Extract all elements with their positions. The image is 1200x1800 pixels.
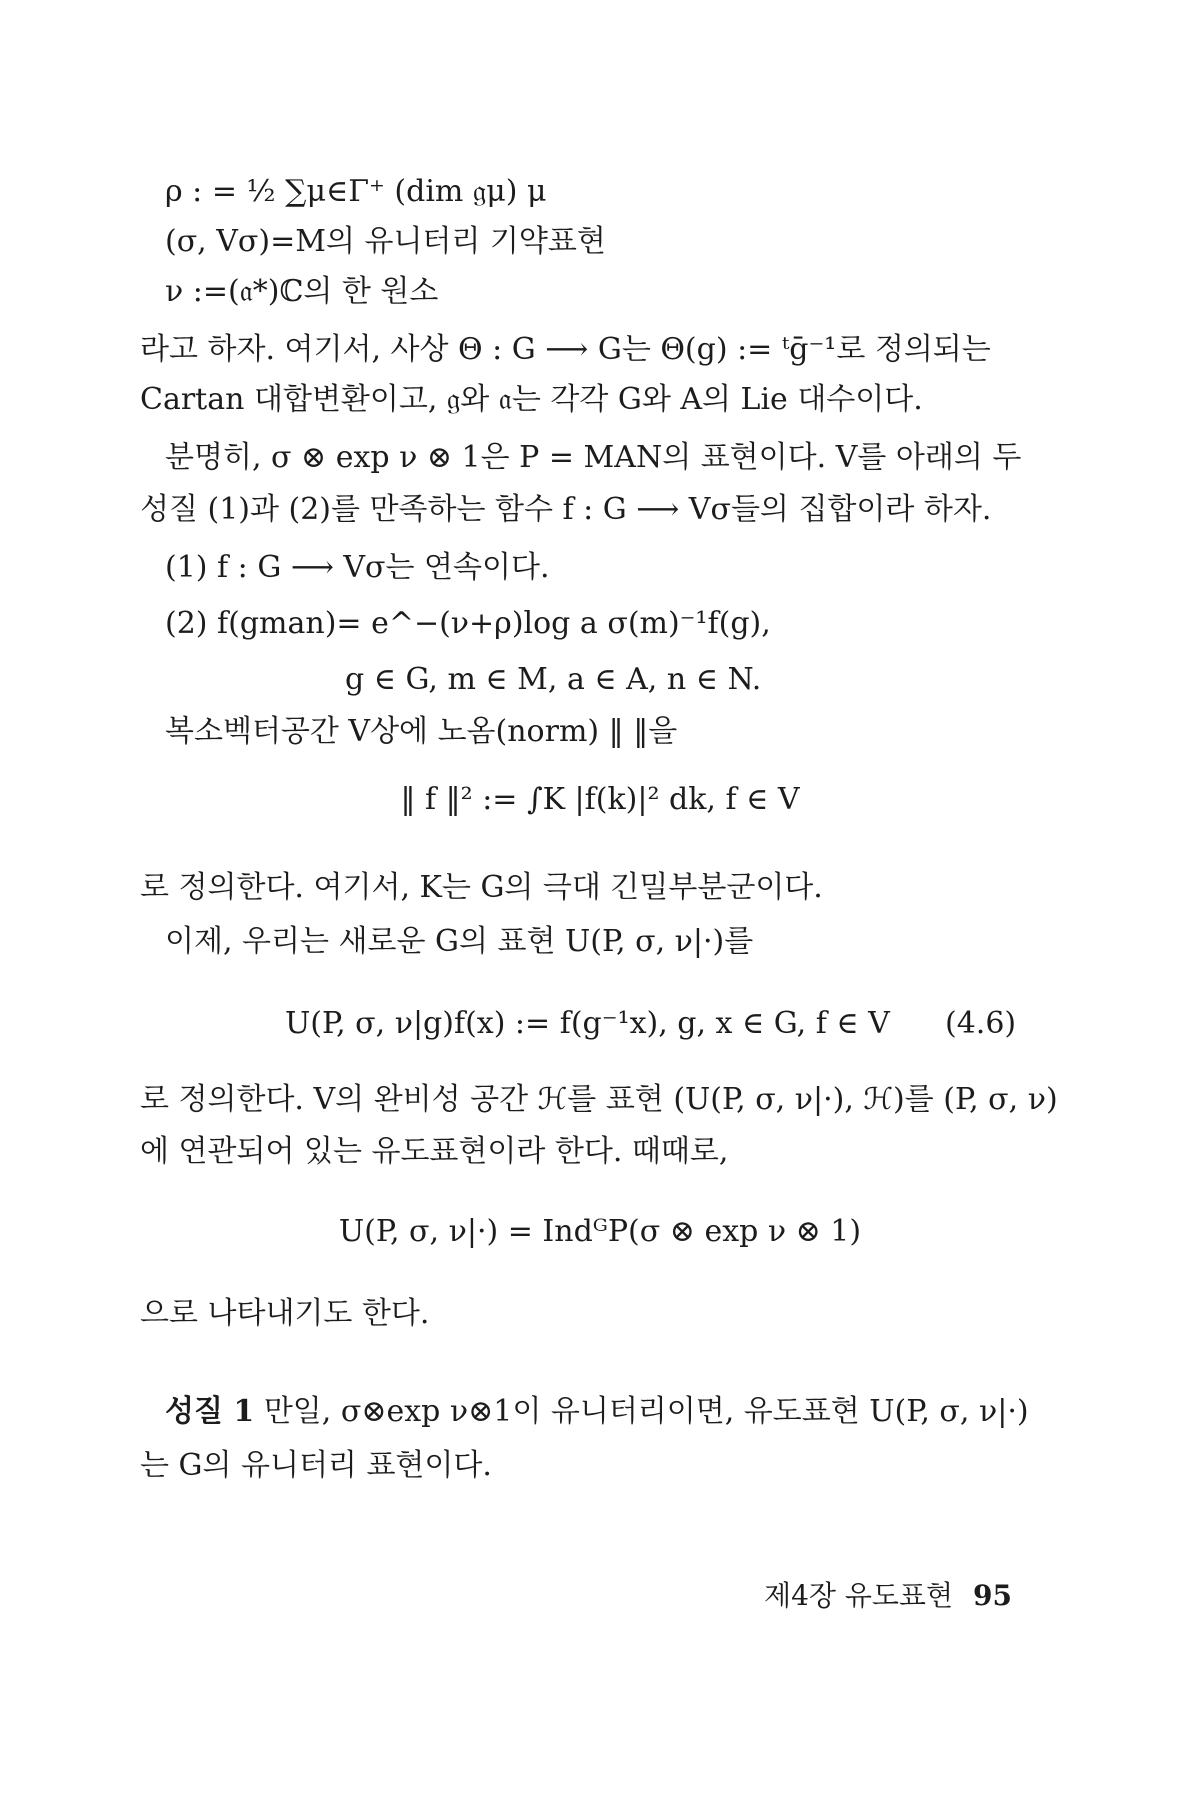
representation-after-line1: 로 정의한다. V의 완비성 공간 ℋ를 표현 (U(P, σ, ν|·), ℋ)를 (P, σ, ν) [140,1082,1058,1117]
representation-after-line2: 에 연관되어 있는 유도표현이라 한다. 때때로, [140,1134,729,1169]
representation-intro: 이제, 우리는 새로운 G의 표현 U(P, σ, ν|·)를 [165,924,754,959]
property-label: 성질 1 [165,1394,255,1429]
condition-1: (1) f : G ⟶ Vσ는 연속이다. [165,550,550,585]
page-number: 95 [973,1579,1012,1612]
representation-formula: U(P, σ, ν|g)f(x) := f(g⁻¹x), g, x ∈ G, f ∈ V [285,1006,890,1041]
property-1-line2: 는 G의 유니터리 표현이다. [140,1448,492,1483]
condition-2: (2) f(gman)= e^−(ν+ρ)log a σ(m)⁻¹f(g), [165,606,771,641]
induced-representation-formula: U(P, σ, ν|·) = IndᴳP(σ ⊗ exp ν ⊗ 1) [338,1214,862,1249]
norm-formula: ‖ f ‖² := ∫K |f(k)|² dk, f ∈ V [400,782,800,817]
chapter-title: 제4장 유도표현 [764,1579,954,1612]
representation-after-line3: 으로 나타내기도 한다. [140,1296,430,1331]
norm-after: 로 정의한다. 여기서, K는 G의 극대 긴밀부분군이다. [140,870,823,905]
paragraph1-line2: Cartan 대합변환이고, 𝔤와 𝔞는 각각 G와 A의 Lie 대수이다. [140,382,923,417]
paragraph2-line1: 분명히, σ ⊗ exp ν ⊗ 1은 P = MAN의 표현이다. V를 아래의 두 [165,440,1022,475]
property-text-1: 만일, σ⊗exp ν⊗1이 유니터리이면, 유도표현 U(P, σ, ν|·) [254,1394,1029,1429]
paragraph2-line2: 성질 (1)과 (2)를 만족하는 함수 f : G ⟶ Vσ들의 집합이라 하자. [140,492,992,527]
paragraph1-line1: 라고 하자. 여기서, 사상 Θ : G ⟶ G는 Θ(g) := ᵗḡ⁻¹로 정의되는 [140,332,991,367]
property-1-line1 [165,1392,1029,1431]
nu-definition: ν :=(𝔞*)ℂ의 한 원소 [165,274,439,309]
rho-definition: ρ : = ½ ∑μ∈Γ⁺ (dim 𝔤μ) μ [165,174,547,209]
condition-2-domain: g ∈ G, m ∈ M, a ∈ A, n ∈ N. [345,662,762,697]
norm-intro: 복소벡터공간 V상에 노옴(norm) ‖ ‖을 [165,714,678,749]
equation-number: (4.6) [945,1006,1017,1041]
sigma-definition: (σ, Vσ)=M의 유니터리 기약표현 [165,224,606,259]
page-footer [764,1578,1012,1614]
